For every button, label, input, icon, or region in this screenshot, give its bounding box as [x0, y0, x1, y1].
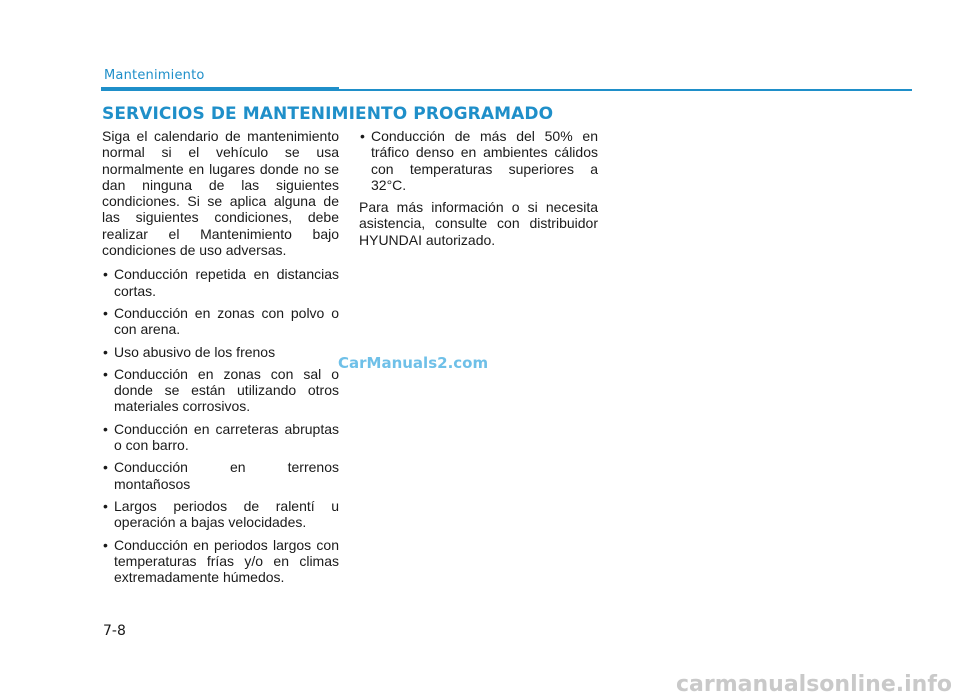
- section-label: Mantenimiento: [104, 68, 205, 83]
- bullet-icon: •: [103, 497, 108, 514]
- left-column: [102, 128, 339, 591]
- bullet-icon: •: [103, 365, 108, 382]
- list-item-text: Conducción repetida en distancias cortas.: [114, 266, 339, 299]
- bullet-icon: •: [103, 459, 108, 476]
- bullet-icon: •: [103, 304, 108, 321]
- right-column: [359, 128, 598, 256]
- list-item-text: Conducción en carreteras abruptas o con barro.: [114, 420, 339, 454]
- list-item-text: Conducción en zonas con polvo o con arena.: [114, 304, 339, 338]
- list-item: [102, 421, 339, 454]
- list-item: [359, 128, 598, 193]
- list-item: [102, 498, 339, 531]
- page-number: 7-8: [103, 623, 126, 639]
- intro-paragraph: Siga el calendario de mantenimiento normal si el vehículo se usa normalmente en lugares donde no se dan ninguna de las siguientes condiciones. Si se aplica alguna de las siguientes condiciones, debe realizar el Mantenimiento bajo condiciones de uso adversas.: [102, 128, 339, 259]
- bullet-icon: •: [103, 536, 108, 553]
- list-item: [102, 266, 339, 299]
- bullet-icon: •: [360, 128, 365, 144]
- list-item: [102, 344, 339, 360]
- closing-paragraph: Para más información o si necesita asistencia, consulte con distribuidor HYUNDAI autorizado.: [359, 199, 598, 248]
- list-item-text: Largos periodos de ralentí u operación a bajas velocidades.: [114, 497, 339, 531]
- list-item-text: Conducción en zonas con sal o donde se están utilizando otros materiales corrosivos.: [114, 365, 339, 415]
- conditions-list-continued: [359, 128, 598, 193]
- section-rule-thin: [339, 89, 912, 91]
- bullet-icon: •: [103, 343, 108, 360]
- footer-watermark: carmanualsonline.info: [676, 672, 952, 697]
- list-item-text: Conducción en periodos largos con temperaturas frías y/o en climas extremadamente húmedos.: [114, 536, 339, 586]
- list-item: [102, 305, 339, 338]
- list-item: [102, 459, 339, 492]
- page-heading: SERVICIOS DE MANTENIMIENTO PROGRAMADO: [102, 104, 554, 124]
- list-item-text: Conducción en terrenos montañosos: [114, 459, 339, 492]
- list-item-text: Conducción de más del 50% en tráfico denso en ambientes cálidos con temperaturas superiores a 32°C.: [371, 128, 598, 193]
- list-item: [102, 537, 339, 586]
- watermark-link: CarManuals2.com: [338, 354, 489, 372]
- section-rule-thick: [101, 87, 339, 91]
- bullet-icon: •: [103, 266, 108, 283]
- list-item: [102, 366, 339, 415]
- bullet-icon: •: [103, 420, 108, 437]
- conditions-list: [102, 266, 339, 585]
- list-item-text: Uso abusivo de los frenos: [114, 343, 276, 360]
